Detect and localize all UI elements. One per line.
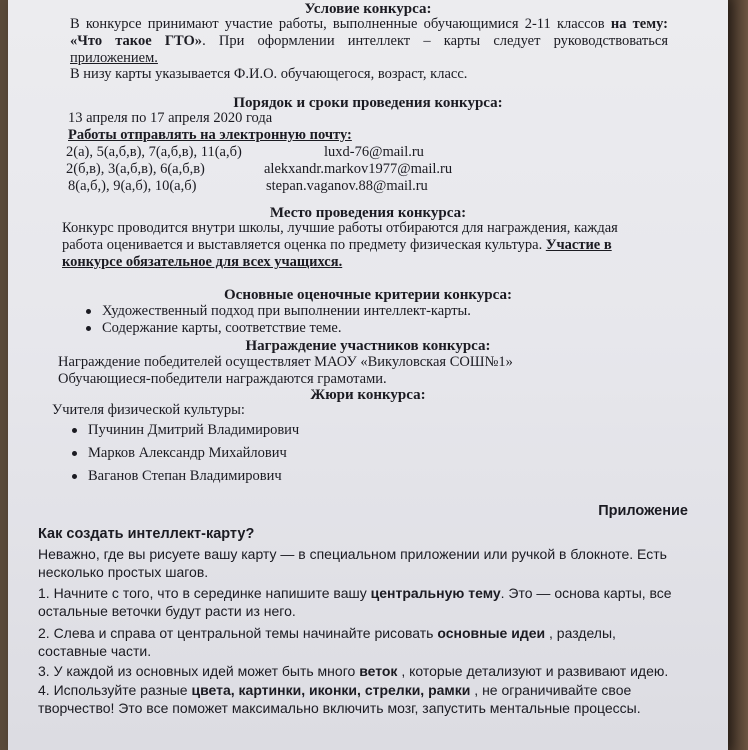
place-text-part: Конкурс проводится внутри школы, лучшие работы отбираются для награждения, каждая работа оценивается и выставляется оценка по предмету физическая культура. [62,220,618,253]
procedure-dates: 13 апреля по 17 апреля 2020 года [68,110,273,126]
awards-line-1: Награждение победителей осуществляет МАОУ «Викуловская СОШ№1» [58,354,513,370]
appendix-intro: Неважно, где вы рисуете вашу карту — в специальном приложении или ручкой в блокноте. Есть несколько простых шагов. [38,546,667,580]
conditions-heading: Условие конкурса: [304,1,432,17]
email-row-address[interactable]: alekxandr.markov1977@mail.ru [264,161,453,177]
place-heading: Место проведения конкурса: [269,205,467,221]
appendix-step-1 [38,584,678,620]
awards-heading: Награждение участников конкурса: [245,338,491,354]
email-row [66,161,686,178]
email-row-classes: 8(а,б,), 9(а,б), 10(а,б) [68,178,197,194]
appendix-label: Приложение [598,503,688,519]
appendix-step-4 [38,681,678,717]
jury-intro: Учителя физической культуры: [52,402,245,418]
background-edge [728,0,748,750]
document-page [8,0,728,750]
conditions-topic: «Что такое ГТО» [70,33,203,49]
email-row-classes: 2(а), 5(а,б,в), 7(а,б,в), 11(а,б) [66,144,242,160]
criteria-heading: Основные оценочные критерии конкурса: [224,287,512,303]
procedure-email-label: Работы отправлять на электронную почту: [68,127,352,143]
step-text: , разделы, составные части. [38,625,616,659]
jury-heading: Жюри конкурса: [310,387,426,403]
list-item: Пучинин Дмитрий Владимирович [66,422,566,439]
conditions-topic-label: на тему: [610,16,668,32]
list-item: Ваганов Степан Владимирович [66,468,566,485]
step-keyword: веток [359,663,398,679]
step-keyword: цвета, картинки, иконки, стрелки, рамки [191,682,471,698]
step-text: 4. Используйте разные [38,682,192,698]
step-text: . Это — основа карты, все остальные веточки будут расти из него. [38,585,672,619]
procedure-heading: Порядок и сроки проведения конкурса: [233,95,503,111]
email-row [66,178,686,195]
step-keyword: основные идеи [437,625,546,641]
email-row [66,144,686,161]
conditions-text-part: . При оформлении интеллект – карты следует руководствоваться [202,33,668,49]
awards-line-2: Обучающиеся-победители награждаются грамотами. [58,371,387,387]
email-row-address[interactable]: luxd-76@mail.ru [324,144,424,160]
step-text: 1. Начните с того, что в серединке напишите вашу [38,585,371,601]
step-text: 3. У каждой из основных идей может быть много [38,663,360,679]
conditions-text [70,16,668,67]
appendix-step-2 [38,624,678,660]
list-item: Художественный подход при выполнении интеллект-карты. [80,303,680,320]
email-row-classes: 2(б,в), 3(а,б,в), 6(а,б,в) [66,161,205,177]
step-text: 2. Слева и справа от центральной темы начинайте рисовать [38,625,438,641]
conditions-footer-note: В низу карты указывается Ф.И.О. обучающегося, возраст, класс. [70,66,468,82]
appendix-title: Как создать интеллект-карту? [38,526,255,542]
appendix-step-3 [38,662,698,680]
step-keyword: центральную тему [370,585,501,601]
email-table [66,144,686,195]
step-text: , не ограничивайте свое творчество! Это все поможет максимально включить мозг, запустить ментальные процессы. [38,682,641,716]
place-mandatory-note: Участие в конкурсе обязательное для всех учащихся. [62,237,612,270]
list-item: Содержание карты, соответствие теме. [80,320,680,337]
email-row-address[interactable]: stepan.vaganov.88@mail.ru [266,178,428,194]
step-text: , которые детализуют и развивают идею. [397,663,669,679]
appendix-link[interactable]: приложением. [70,50,158,66]
place-text [62,220,640,271]
conditions-text-part: В конкурсе принимают участие работы, выполненные обучающимися 2-11 классов [70,16,611,32]
jury-list [66,422,566,485]
criteria-list [80,303,680,337]
list-item: Марков Александр Михайлович [66,445,566,462]
